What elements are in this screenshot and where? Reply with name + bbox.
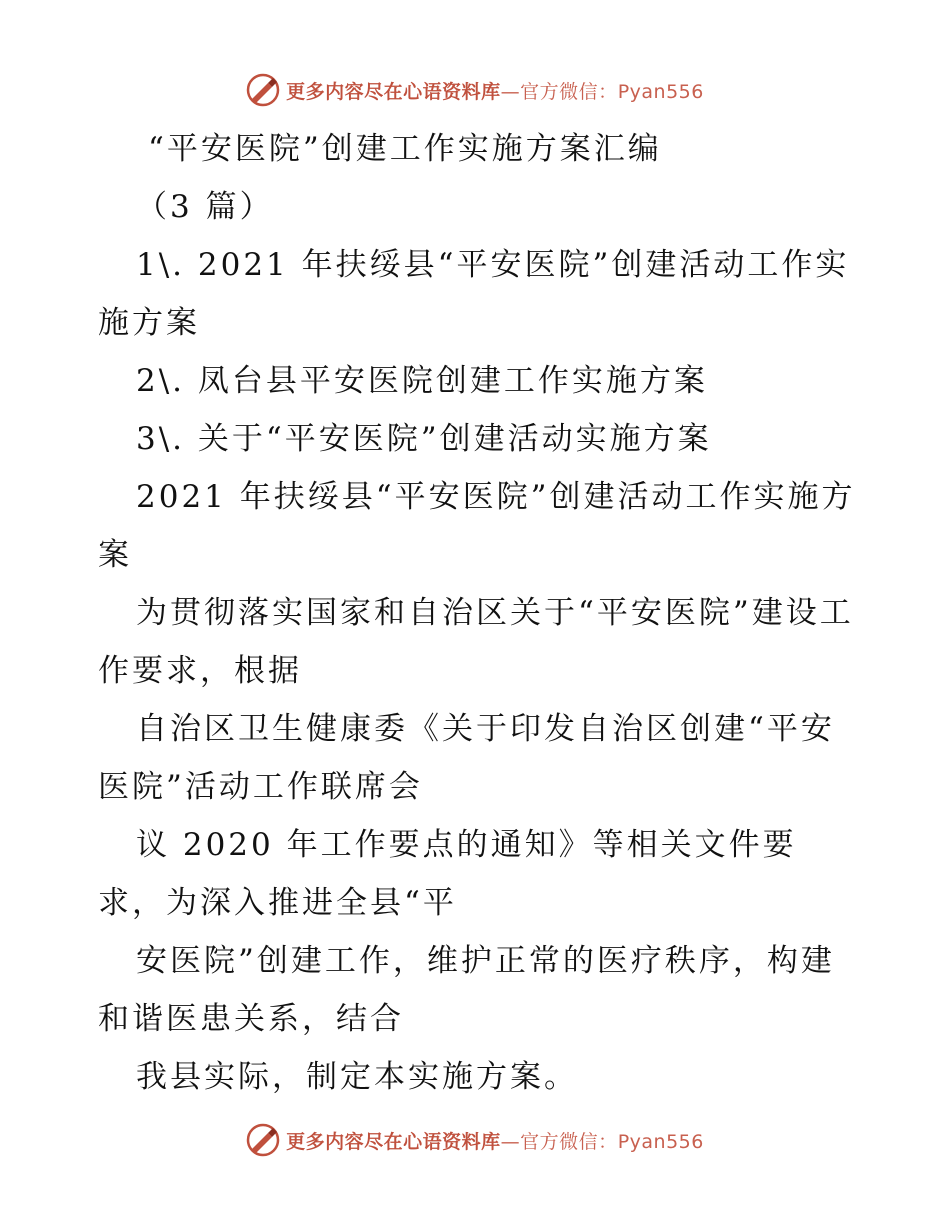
footer-banner <box>0 1120 950 1160</box>
banner-dash: — <box>500 1130 521 1153</box>
paragraph: 安医院”创建工作，维护正常的医疗秩序，构建和谐医患关系，结合 <box>98 943 835 1037</box>
paragraph: 自治区卫生健康委《关于印发自治区创建“平安医院”活动工作联席会 <box>98 711 835 805</box>
banner-brand: 更多内容尽在心语资料库 <box>286 80 501 103</box>
banner-dash: — <box>500 80 521 103</box>
paragraph: 我县实际，制定本实施方案。 <box>136 1059 578 1095</box>
banner-wechat-id: Pyan556 <box>617 80 704 103</box>
header-banner <box>0 70 950 110</box>
banner-brand: 更多内容尽在心语资料库 <box>286 1130 501 1153</box>
pen-logo-icon <box>246 1123 280 1157</box>
banner-text <box>286 1127 704 1154</box>
toc-item: 2\. 凤台县平安医院创建工作实施方案 <box>136 363 708 399</box>
document-count: （3 篇） <box>136 189 274 225</box>
paragraph: 为贯彻落实国家和自治区关于“平安医院”建设工作要求，根据 <box>98 595 854 689</box>
pen-logo-icon <box>246 73 280 107</box>
toc-item: 1\. 2021 年扶绥县“平安医院”创建活动工作实施方案 <box>98 247 850 341</box>
section-heading: 2021 年扶绥县“平安医院”创建活动工作实施方案 <box>98 479 856 573</box>
banner-wechat-label: 官方微信： <box>520 80 618 103</box>
document-body <box>98 120 858 1106</box>
banner-wechat-label: 官方微信： <box>520 1130 618 1153</box>
toc-item: 3\. 关于“平安医院”创建活动实施方案 <box>136 421 712 457</box>
paragraph: 议 2020 年工作要点的通知》等相关文件要求，为深入推进全县“平 <box>98 827 797 921</box>
document-title: “平安医院”创建工作实施方案汇编 <box>148 131 662 167</box>
banner-text <box>286 77 704 104</box>
banner-wechat-id: Pyan556 <box>617 1130 704 1153</box>
